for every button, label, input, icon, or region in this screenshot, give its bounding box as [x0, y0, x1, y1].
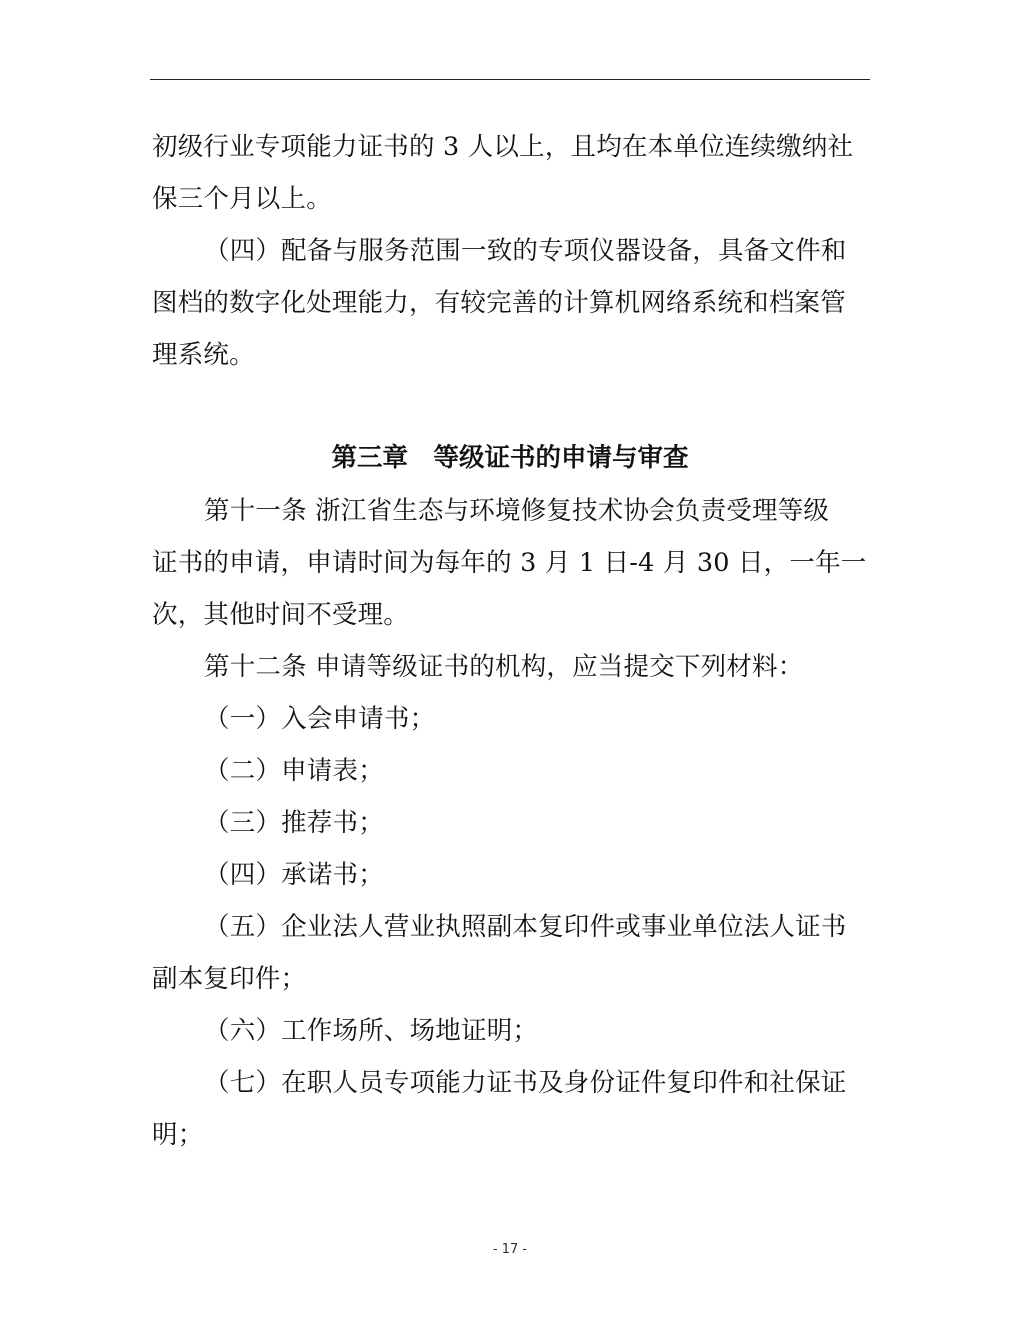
list-item: （七）在职人员专项能力证书及身份证件复印件和社保证	[204, 1068, 847, 1098]
text-line: （四）配备与服务范围一致的专项仪器设备，具备文件和	[204, 236, 847, 266]
chapter-heading: 第三章 等级证书的申请与审查	[331, 443, 689, 473]
list-item: （二）申请表；	[204, 756, 384, 786]
article-line: 证书的申请，申请时间为每年的 3 月 1 日-4 月 30 日，一年一	[152, 548, 867, 578]
text-line: 保三个月以上。	[152, 184, 332, 214]
list-item-continued: 副本复印件；	[152, 964, 307, 994]
list-item: （五）企业法人营业执照副本复印件或事业单位法人证书	[204, 912, 847, 942]
header-rule	[150, 79, 870, 80]
text-line: 初级行业专项能力证书的 3 人以上，且均在本单位连续缴纳社	[152, 132, 854, 162]
article-line: 第十二条 申请等级证书的机构，应当提交下列材料：	[204, 652, 804, 682]
article-line: 次，其他时间不受理。	[152, 600, 410, 630]
list-item: （六）工作场所、场地证明；	[204, 1016, 539, 1046]
article-line: 第十一条 浙江省生态与环境修复技术协会负责受理等级	[204, 496, 830, 526]
list-item: （四）承诺书；	[204, 860, 384, 890]
page-number: - 17 -	[492, 1242, 528, 1257]
text-line: 图档的数字化处理能力，有较完善的计算机网络系统和档案管	[152, 288, 846, 318]
list-item: （一）入会申请书；	[204, 704, 436, 734]
list-item-continued: 明；	[152, 1120, 204, 1150]
text-line: 理系统。	[152, 340, 255, 370]
list-item: （三）推荐书；	[204, 808, 384, 838]
